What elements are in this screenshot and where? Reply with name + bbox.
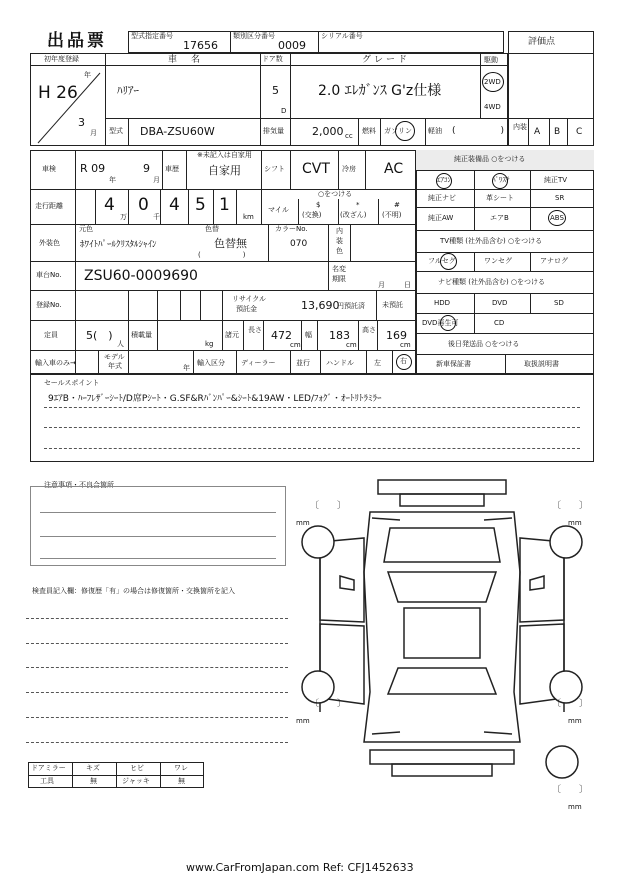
load-kg: kg [205, 340, 214, 348]
mileage-digit-2: 0 [138, 195, 149, 215]
length-unit: cm [290, 341, 301, 349]
paint-label: 色替 [205, 225, 219, 233]
model-label: 型式 [109, 127, 123, 135]
dimensions-label: 諸元 [225, 331, 239, 339]
type-cert-label: 型式指定番号 [131, 32, 173, 40]
displacement-label: 排気量 [263, 127, 284, 135]
history-value: 自家用 [208, 164, 241, 177]
tire-fr-mm: mm [568, 519, 582, 527]
inspection-year-unit: 年 [109, 176, 116, 184]
equipment-header: 純正装備品 ○をつける [454, 155, 526, 163]
equip-sr: SR [555, 194, 565, 202]
inspection-month: 9 [143, 162, 150, 175]
chassis-value: ZSU60-0009690 [84, 268, 198, 284]
width-value: 183 [329, 329, 350, 342]
tire-fl-bracket: 〔 〕 [310, 501, 347, 511]
paint-value: 色替無 [214, 237, 247, 250]
inspection-month-unit: 月 [153, 176, 160, 184]
equip-airbag: エアB [490, 214, 509, 222]
interior-grade-b: B [554, 127, 561, 137]
year-unit: 年 [84, 71, 91, 79]
mileage-unknown: (不明) [382, 211, 402, 219]
registration-label: 登録No. [36, 301, 62, 309]
tv-oneseg: ワンセグ [484, 257, 512, 265]
handle-label: ハンドル [326, 359, 354, 367]
capacity-value: 5( ) [86, 329, 113, 342]
color-label: 外装色 [39, 239, 60, 247]
evaluation-label: 評価点 [528, 37, 556, 47]
mileage-man: 万 [120, 213, 127, 221]
tv-header: TV種類 (社外品含む) ○をつける [440, 237, 543, 245]
tire-rl-bracket: 〔 〕 [310, 699, 347, 709]
fuel-diesel: 軽油 [428, 127, 442, 135]
cool-value: AC [384, 161, 404, 177]
not-deposited: 未預託 [382, 301, 403, 309]
deadline-day: 日 [404, 281, 411, 289]
shift-label: シフト [264, 165, 285, 173]
class-no: 0009 [278, 39, 306, 52]
color-code: 070 [290, 239, 308, 249]
drive-label: 駆動 [484, 56, 498, 64]
tire-spare-bracket: 〔 〕 [552, 785, 589, 795]
load-label: 積載量 [131, 331, 152, 339]
height-unit: cm [400, 341, 411, 349]
sales-point-label: セールスポイント [44, 379, 100, 387]
interior-grade-a: A [534, 127, 541, 137]
serial-label: シリアル番号 [321, 32, 363, 40]
mileage-mile: マイル [268, 206, 289, 214]
chassis-label: 車台No. [36, 271, 62, 279]
handle-right: 右 [400, 357, 407, 365]
first-reg-month: 3 [78, 116, 85, 129]
grade-value: 2.0 ｴﾚｶﾞﾝｽ G'z仕様 [318, 83, 442, 99]
form-title: 出品票 [47, 31, 107, 51]
first-reg-year: H 26 [38, 83, 78, 103]
mileage-hash: # [394, 201, 400, 209]
recycle-label-2: 預託金 [236, 305, 257, 313]
height-label: 高さ [362, 326, 376, 334]
length-value: 472 [271, 329, 292, 342]
tire-rr-bracket: 〔 〕 [552, 699, 589, 709]
mileage-dollar: $ [316, 201, 321, 209]
displacement-value: 2,000 [312, 125, 344, 138]
notes-label: 注意事項・不良合箇所 [44, 481, 114, 489]
class-label: 類別区分番号 [233, 32, 275, 40]
interior-label: 内装 [513, 123, 527, 131]
recycle-label: リサイクル [232, 295, 267, 303]
navi-hdd: HDD [434, 299, 451, 307]
paint-paren: ( ) [198, 251, 246, 259]
equip-navi: 純正ナビ [428, 194, 456, 202]
import-label: 輸入車のみ→ [35, 359, 76, 367]
legend-jack-value: 無 [178, 777, 185, 785]
car-damage-diagram [300, 472, 600, 792]
mileage-digit-5: 1 [219, 195, 230, 215]
model-value: DBA-ZSU60W [140, 125, 215, 138]
length-label: 長さ [248, 326, 262, 334]
legend-jack: ジャッキ [122, 777, 150, 785]
tv-analog: アナログ [540, 257, 568, 265]
handle-left: 左 [374, 359, 381, 367]
interior-color-label-2: 装 [336, 237, 343, 245]
fuel-gasoline: ガソリン [384, 127, 412, 135]
interior-color-label-3: 色 [336, 247, 343, 255]
mileage-digit-3: 4 [169, 195, 180, 215]
inspector-label: 検査員記入欄：修復歴「有」の場合は修復箇所・交換箇所を記入 [32, 587, 235, 595]
tire-spare-mm: mm [568, 803, 582, 811]
tire-rr-mm: mm [568, 717, 582, 725]
notes-box [30, 486, 286, 566]
legend-tools: 工具 [40, 777, 54, 785]
equip-tv: 純正TV [544, 176, 568, 184]
mileage-exchange: (交換) [302, 211, 322, 219]
footer-reference: www.CarFromJapan.com Ref: CFJ1452633 [186, 861, 414, 874]
drive-4wd: 4WD [484, 103, 501, 111]
navi-sd: SD [554, 299, 564, 307]
import-dealer: ディーラー [241, 359, 276, 367]
deadline-label: 期限 [332, 275, 346, 283]
fuel-label: 燃料 [362, 127, 376, 135]
width-unit: cm [346, 341, 357, 349]
car-name-label: 車名 [168, 55, 215, 65]
capacity-label: 定員 [44, 331, 58, 339]
door-type: D [281, 107, 287, 115]
inspection-era: R 09 [80, 162, 106, 175]
inspection-label: 車検 [42, 165, 56, 173]
original-color: ﾎﾜｲﾄﾊﾟｰﾙｸﾘｽﾀﾙｼｬｲﾝ [80, 240, 157, 250]
mileage-sen: 千 [153, 213, 160, 221]
model-year-label-2: 年式 [108, 362, 122, 370]
interior-color-label-1: 内 [336, 227, 343, 235]
history-note: ※未記入は自家用 [197, 151, 252, 159]
mileage-circle-note: ○をつける [318, 190, 353, 198]
interior-grade-c: C [576, 127, 583, 137]
equip-leather: 革シート [486, 194, 514, 202]
equip-abs: ABS [550, 214, 564, 222]
equip-ps: ﾊﾟﾜｽﾃ [492, 176, 510, 184]
legend-crack: ヒビ [130, 764, 144, 772]
navi-dvd-play: DVD再生可 [422, 319, 459, 327]
first-reg-label: 初年度登録 [44, 55, 79, 63]
import-type-label: 輸入区分 [197, 359, 225, 367]
mileage-label: 走行距離 [35, 202, 63, 210]
cool-label: 冷房 [342, 165, 356, 173]
legend-scratch: キズ [86, 764, 100, 772]
mileage-tampered: (改ざん) [340, 211, 367, 219]
later-header: 後日発送品 ○をつける [448, 340, 520, 348]
displacement-unit: cc [345, 132, 353, 140]
tire-fr-bracket: 〔 〕 [552, 501, 589, 511]
door-label: ドア数 [262, 55, 283, 63]
navi-header: ナビ種類 (社外品含む) ○をつける [438, 278, 546, 286]
grade-label: グレード [362, 55, 411, 65]
width-label: 幅 [305, 331, 312, 339]
later-warranty: 新車保証書 [436, 360, 471, 368]
deadline-month: 月 [378, 281, 385, 289]
original-color-label: 元色 [79, 225, 93, 233]
name-change-label: 名変 [332, 265, 346, 273]
month-unit: 月 [90, 129, 97, 137]
import-parallel: 並行 [296, 359, 310, 367]
fuel-paren: ( ) [452, 126, 505, 136]
navi-cd: CD [494, 319, 505, 327]
equip-aircon: ｴｱｺﾝ [437, 176, 451, 184]
shift-value: CVT [302, 161, 330, 177]
drive-2wd: 2WD [484, 78, 501, 86]
type-cert-no: 17656 [183, 39, 218, 52]
recycle-amount: 13,690 [301, 299, 340, 312]
tire-rl-mm: mm [296, 717, 310, 725]
model-year-label: モデル [104, 353, 125, 361]
recycle-status: 円預託済 [337, 302, 365, 310]
later-manual: 取扱説明書 [524, 360, 559, 368]
mileage-km: km [243, 213, 254, 221]
mileage-digit-1: 4 [104, 195, 115, 215]
car-name: ﾊﾘｱｰ [117, 84, 139, 97]
sales-point-text: 9ｴｱB・ﾊｰﾌﾚｻﾞｰｼｰﾄ/D席Pｼｰﾄ・G.SF&Rﾊﾞﾝﾊﾟｰ&ｼｰﾄ&19AW・LED/ﾌｫｸﾞ・ｵｰﾄﾘﾄﾗﾐﾗｰ [48, 394, 382, 404]
equip-aw: 純正AW [428, 214, 454, 222]
mileage-star: * [356, 201, 360, 209]
height-value: 169 [386, 329, 407, 342]
navi-dvd: DVD [492, 299, 508, 307]
tv-fullseg: フルセグ [428, 257, 456, 265]
tire-fl-mm: mm [296, 519, 310, 527]
color-code-label: カラーNo. [275, 225, 308, 233]
history-label: 車歴 [165, 165, 179, 173]
legend-tools-value: 無 [90, 777, 97, 785]
capacity-person-unit: 人 [117, 340, 124, 348]
door-count: 5 [272, 84, 279, 97]
legend-break: ワレ [174, 764, 188, 772]
model-year-unit: 年 [183, 364, 190, 372]
mileage-digit-4: 5 [195, 195, 206, 215]
legend-mirror: ドアミラー [31, 764, 66, 772]
